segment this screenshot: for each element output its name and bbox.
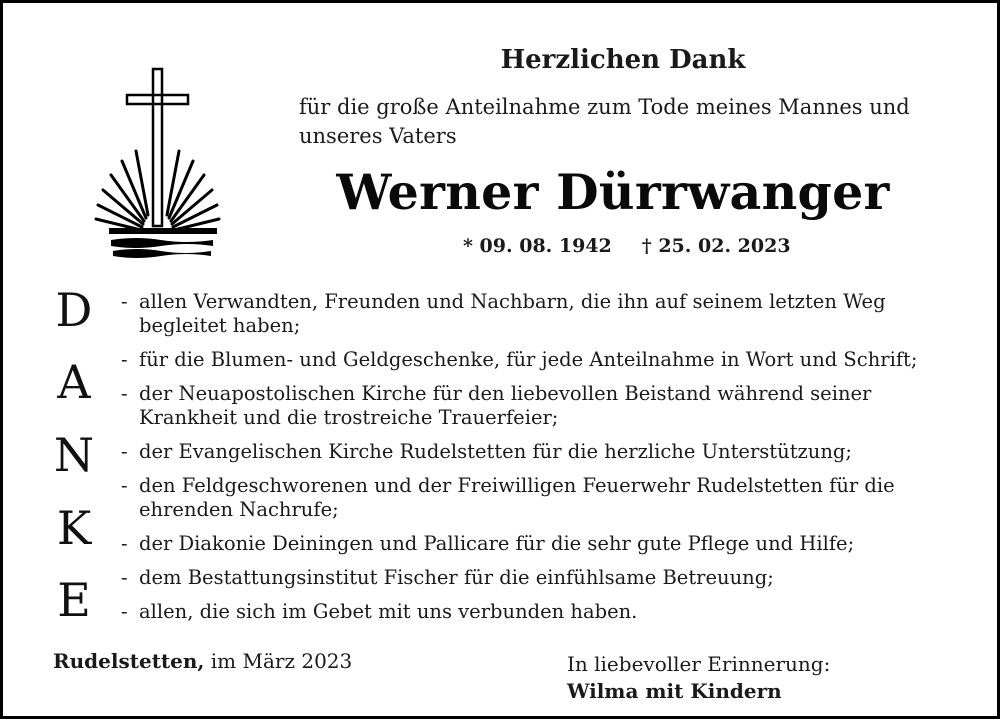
list-item <box>121 566 921 590</box>
list-item-line: für die Blumen- und Geldgeschenke, für jede Anteilnahme in Wort und Schrift; <box>139 348 918 371</box>
bullet: - <box>121 600 128 623</box>
thanks-list <box>121 290 921 634</box>
place: Rudelstetten, <box>53 649 205 673</box>
bullet: - <box>121 440 128 463</box>
list-item <box>121 532 921 556</box>
list-item <box>121 348 921 372</box>
list-item-line: der Diakonie Deiningen und Pallicare für die sehr gute Pflege und Hilfe; <box>139 532 855 555</box>
list-item-line: der Evangelischen Kirche Rudelstetten für die herzliche Unterstützung; <box>139 440 852 463</box>
list-item <box>121 600 921 624</box>
list-item-line: ehrenden Nachrufe; <box>139 498 339 521</box>
danke-letter: N <box>53 428 95 482</box>
place-and-date <box>53 649 352 673</box>
signature-block <box>567 651 830 705</box>
life-dates <box>463 235 791 257</box>
danke-letter: K <box>56 501 92 555</box>
list-item-line: allen, die sich im Gebet mit uns verbunden haben. <box>139 600 638 623</box>
date: im März 2023 <box>210 649 353 673</box>
intro-line: für die große Anteilnahme zum Tode meines Mannes und <box>299 95 910 119</box>
list-item <box>121 290 921 338</box>
list-item-line: allen Verwandten, Freunden und Nachbarn, die ihn auf seinem letzten Weg <box>139 290 886 313</box>
death-date: † 25. 02. 2023 <box>641 235 791 257</box>
list-item-line: den Feldgeschworenen und der Freiwilligen Feuerwehr Rudelstetten für die <box>139 474 895 497</box>
bullet: - <box>121 348 128 371</box>
list-item <box>121 382 921 430</box>
intro-text <box>299 93 919 151</box>
list-item-line: der Neuapostolischen Kirche für den liebevollen Beistand während seiner <box>139 382 872 405</box>
danke-letter: E <box>57 573 91 627</box>
heading: Herzlichen Dank <box>500 45 746 75</box>
list-item <box>121 474 921 522</box>
bullet: - <box>121 474 128 497</box>
danke-letter: D <box>55 283 93 337</box>
bullet: - <box>121 566 128 589</box>
bullet: - <box>121 532 128 555</box>
memory-line: In liebevoller Erinnerung: <box>567 652 831 676</box>
deceased-name: Werner Dürrwanger <box>336 163 890 221</box>
intro-line: unseres Vaters <box>299 124 457 148</box>
bullet: - <box>121 382 128 405</box>
list-item-line: dem Bestattungsinstitut Fischer für die einfühlsame Betreuung; <box>139 566 774 589</box>
bullet: - <box>121 290 128 313</box>
signature: Wilma mit Kindern <box>567 679 782 703</box>
list-item-line: begleitet haben; <box>139 314 301 337</box>
danke-letter: A <box>57 355 91 409</box>
birth-date: * 09. 08. 1942 <box>463 235 612 257</box>
list-item-line: Krankheit und die trostreiche Trauerfeier; <box>139 406 559 429</box>
list-item <box>121 440 921 464</box>
cross-with-rays-icon <box>91 65 241 265</box>
